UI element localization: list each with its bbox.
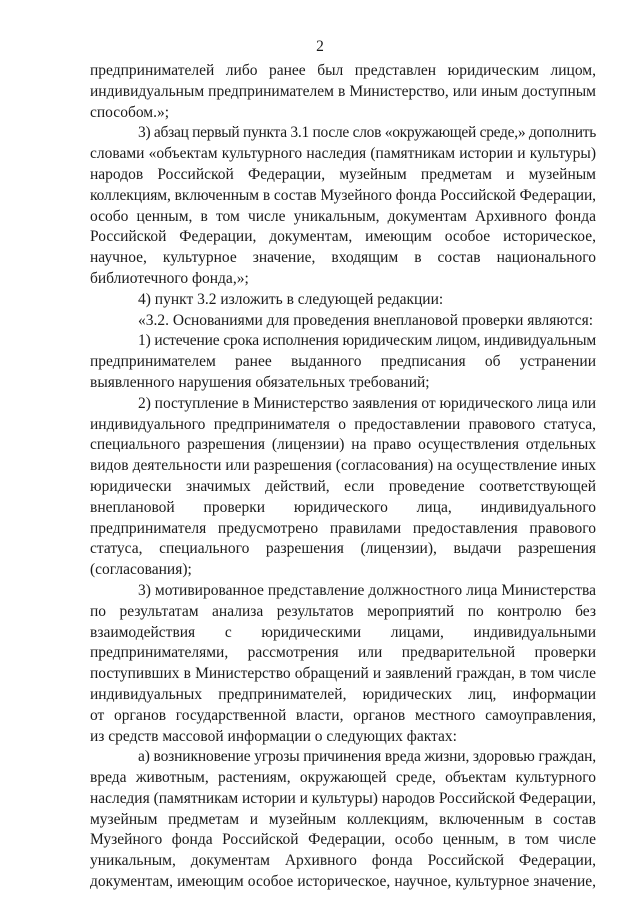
text-line: юридически значимых действий, если проведение соответствующей bbox=[90, 477, 596, 495]
text-line: статуса, специального разрешения (лицензии), выдачи разрешения bbox=[90, 540, 596, 558]
text-line: «3.2. Основаниями для проведения внеплановой проверки являются: bbox=[138, 311, 594, 329]
text-line: предпринимателей либо ранее был представлен юридическим лицом, bbox=[90, 62, 596, 79]
text-line: вреда животным, растениям, окружающей среде, объектам культурного bbox=[90, 769, 596, 787]
text-line: 3) мотивированное представление должностного лица Министерства bbox=[138, 581, 596, 599]
text-line: народов Российской Федерации, музейным предметам и музейным bbox=[90, 165, 596, 183]
text-line: уникальным, документам Архивного фонда Российской Федерации, bbox=[90, 852, 596, 870]
text-line: а) возникновение угрозы причинения вреда жизни, здоровью граждан, bbox=[138, 748, 596, 766]
text-line: индивидуального предпринимателя о предоставлении правового статуса, bbox=[90, 415, 596, 433]
text-line: словами «объектам культурного наследия (памятникам истории и культуры) bbox=[90, 145, 596, 163]
text-line: способом.»; bbox=[90, 103, 170, 121]
text-line: поступивших в Министерство обращений и заявлений граждан, в том числе bbox=[90, 665, 596, 683]
text-line: от органов государственной власти, органов местного самоуправления, bbox=[90, 706, 596, 724]
text-line: взаимодействия с юридическими лицами, индивидуальными bbox=[90, 623, 596, 641]
document-body bbox=[90, 61, 596, 893]
text-line: (согласования); bbox=[90, 561, 192, 579]
text-line: наследия (памятникам истории и культуры) народов Российской Федерации, bbox=[90, 789, 596, 807]
page-number: 2 bbox=[316, 38, 324, 55]
text-line: предпринимателем ранее выданного предписания об устранении bbox=[90, 353, 596, 371]
text-line: документам, имеющим особое историческое, научное, культурное значение, bbox=[90, 873, 596, 891]
text-line: видов деятельности или разрешения (согласования) на осуществление иных bbox=[90, 457, 596, 475]
text-line: предпринимателями, рассмотрения или предварительной проверки bbox=[90, 644, 596, 662]
text-line: научное, культурное значение, входящим в состав национального bbox=[90, 249, 596, 267]
text-line: библиотечного фонда,»; bbox=[90, 269, 249, 287]
text-line: 4) пункт 3.2 изложить в следующей редакции: bbox=[138, 290, 444, 308]
text-line: предпринимателя предусмотрено правилами предоставления правового bbox=[90, 519, 596, 537]
text-line: выявленного нарушения обязательных требований; bbox=[90, 373, 430, 391]
text-line: специального разрешения (лицензии) на право осуществления отдельных bbox=[90, 436, 596, 454]
text-line: по результатам анализа результатов мероприятий по контролю без bbox=[90, 602, 596, 620]
text-line: внеплановой проверки юридического лица, индивидуального bbox=[90, 498, 596, 516]
text-line: музейным предметам и музейным коллекциям, включенным в состав bbox=[90, 810, 596, 828]
text-line: Российской Федерации, документам, имеющим особое историческое, bbox=[90, 228, 596, 246]
text-line: особо ценным, в том числе уникальным, документам Архивного фонда bbox=[90, 207, 596, 225]
text-line: 1) истечение срока исполнения юридическим лицом, индивидуальным bbox=[138, 332, 596, 350]
text-line: из средств массовой информации о следующих фактах: bbox=[90, 727, 457, 745]
text-line: индивидуальных предпринимателей, юридических лиц, информации bbox=[90, 685, 596, 703]
text-line: коллекциям, включенным в состав Музейного фонда Российской Федерации, bbox=[90, 186, 596, 204]
text-line: индивидуальным предпринимателем в Министерство, или иным доступным bbox=[90, 82, 596, 100]
text-line: 3) абзац первый пункта 3.1 после слов «окружающей среде,» дополнить bbox=[138, 124, 596, 142]
text-line: 2) поступление в Министерство заявления от юридического лица или bbox=[138, 394, 596, 412]
text-line: Музейного фонда Российской Федерации, особо ценным, в том числе bbox=[90, 831, 596, 849]
